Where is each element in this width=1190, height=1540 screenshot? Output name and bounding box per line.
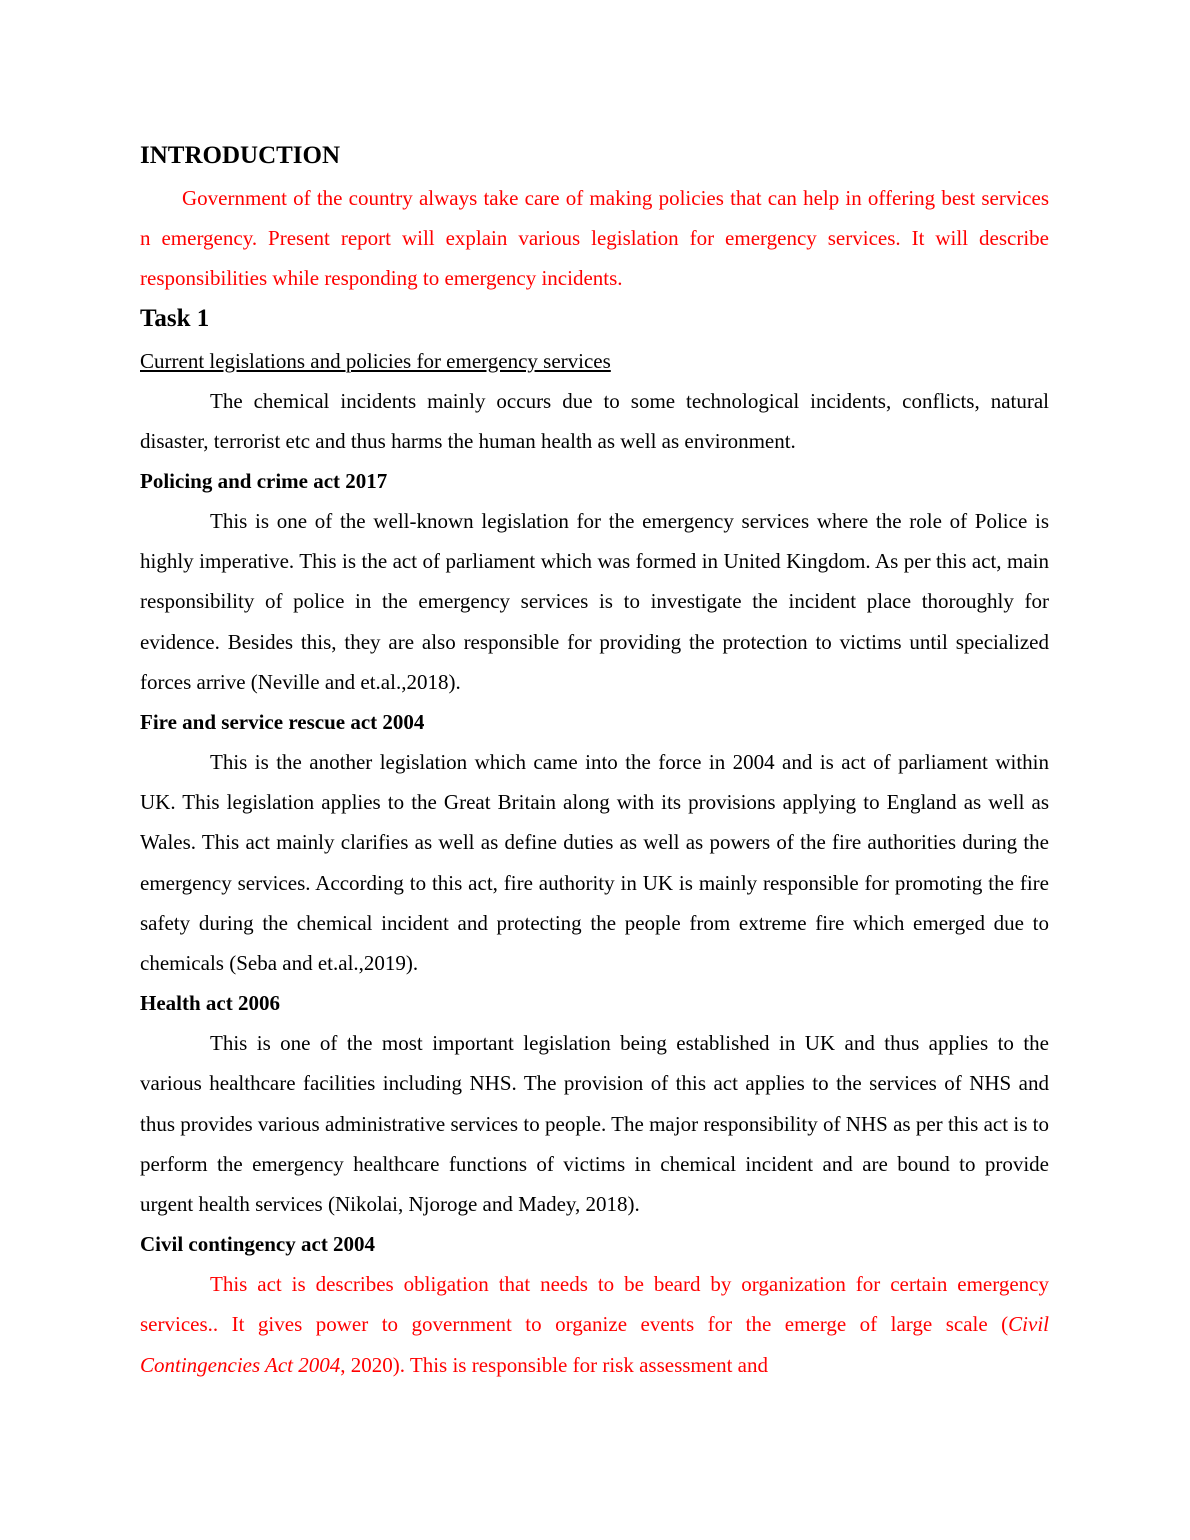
document-page: [140, 140, 1049, 1385]
section-heading-civil-contingency-act: Civil contingency act 2004: [140, 1232, 376, 1257]
section-heading-policing-act: Policing and crime act 2017: [140, 469, 388, 494]
section-paragraph-policing-act: This is one of the well-known legislation for the emergency services where the role of Police is highly imperative. This is the act of parliament which was formed in United Kingdom. As per this act, main responsibility of police in the emergency services is to investigate the incident place thoroughly for evidence. Besides this, they are also responsible for providing the protection to victims until specialized forces arrive (Neville and et.al.,2018).: [140, 509, 1049, 694]
civil-act-citation: Civil Contingencies Act 2004: [140, 1312, 1049, 1377]
section-heading-fire-act: Fire and service rescue act 2004: [140, 710, 425, 735]
civil-act-text-part2: , 2020). This is responsible for risk assessment and: [340, 1352, 768, 1377]
civil-act-text-part1: This act is describes obligation that needs to be beard by organization for certain emergency services.. It gives power to government to organize events for the emerge of large scale (: [140, 1272, 1049, 1337]
introduction-paragraph: Government of the country always take care of making policies that can help in offering best services n emergency. Present report will explain various legislation for emergency services. It will describe responsibilities while responding to emergency incidents.: [140, 186, 1049, 291]
task-1-intro-paragraph: The chemical incidents mainly occurs due to some technological incidents, conflicts, natural disaster, terrorist etc and thus harms the human health as well as environment.: [140, 388, 1049, 453]
section-paragraph-civil-contingency-act: [140, 1264, 1049, 1385]
task-1-heading: Task 1: [140, 304, 210, 332]
introduction-heading: INTRODUCTION: [140, 142, 341, 169]
section-paragraph-health-act: This is one of the most important legislation being established in UK and thus applies to the various healthcare facilities including NHS. The provision of this act applies to the services of NHS and thus provides various administrative services to people. The major responsibility of NHS as per this act is to perform the emergency healthcare functions of victims in chemical incident and are bound to provide urgent health services (Nikolai, Njoroge and Madey, 2018).: [140, 1031, 1049, 1217]
section-paragraph-fire-act: This is the another legislation which came into the force in 2004 and is act of parliament within UK. This legislation applies to the Great Britain along with its provisions applying to England as well as Wales. This act mainly clarifies as well as define duties as well as powers of the fire authorities during the emergency services. According to this act, fire authority in UK is mainly responsible for promoting the fire safety during the chemical incident and protecting the people from extreme fire which emerged due to chemicals (Seba and et.al.,2019).: [140, 750, 1049, 976]
section-heading-health-act: Health act 2006: [140, 991, 280, 1016]
task-1-subtitle: Current legislations and policies for emergency services: [140, 348, 611, 373]
